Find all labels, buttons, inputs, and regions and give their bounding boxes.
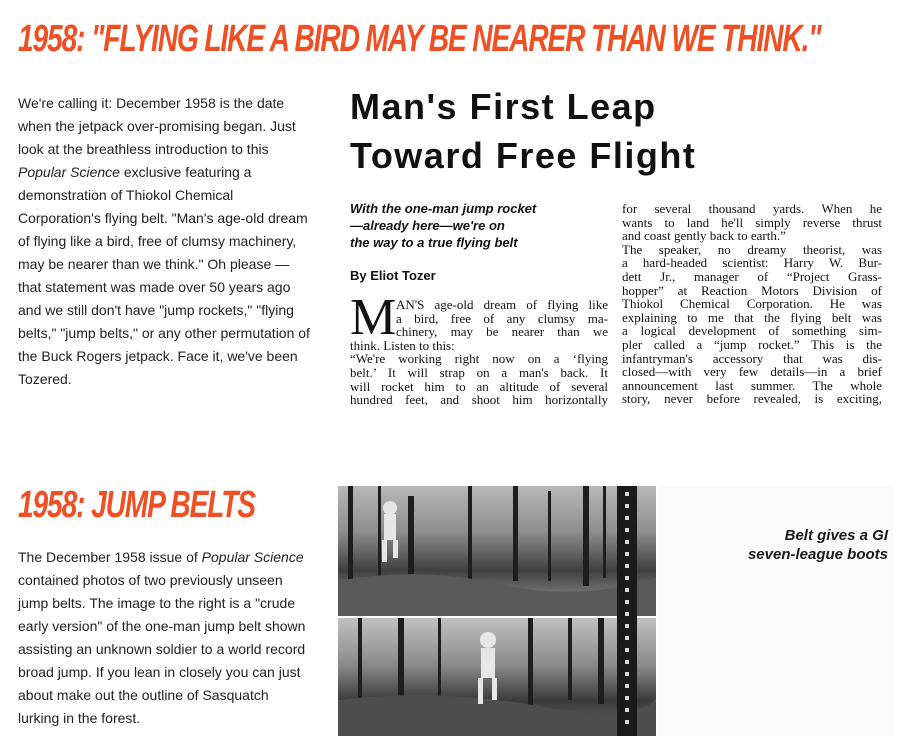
deck-line: —already here—we're on (350, 218, 505, 233)
paragraph-line: The December 1958 issue of Popular Science (18, 549, 304, 565)
forest-scene-bottom (338, 618, 656, 736)
paragraph-line: belts," "jump belts," or any other permutation of (18, 325, 310, 341)
column-line: infantryman's accessory that was dis- (622, 350, 882, 366)
photo-caption-panel (658, 486, 894, 736)
column-line: will rocket him to an altitude of several (350, 378, 608, 394)
article-title (350, 82, 696, 180)
deck-line: With the one-man jump rocket (350, 201, 537, 216)
paragraph-line: and we still don't have "jump rockets," "flying (18, 302, 294, 318)
column-line: belt.’ It will strap on a man's back. It (350, 364, 608, 380)
column-line: explaining to me that the flying belt was (622, 309, 882, 325)
paragraph-line: Corporation's flying belt. "Man's age-old dream (18, 210, 308, 226)
column-line: a bird, free of any clumsy ma- (396, 310, 608, 326)
column-line: dett Jr., manager of “Project Grass- (622, 268, 882, 284)
paragraph-line: broad jump. If you lean in closely you can just (18, 664, 301, 680)
section-heading-flying-like-a-bird: 1958: "FLYING LIKE A BIRD MAY BE NEARER THAN WE THINK." (18, 18, 821, 60)
column-line: wants to land he'll simply reverse thrust (622, 214, 882, 230)
article-title-line1: Man's First Leap (350, 86, 657, 127)
column-line: announcement last summer. The whole (622, 377, 882, 393)
column-line: and coast gently back to earth.” (622, 228, 786, 244)
column-line: Thiokol Chemical Corporation. He was (622, 296, 882, 312)
article-title-line2: Toward Free Flight (350, 135, 697, 176)
paragraph-line: about make out the outline of Sasquatch (18, 687, 269, 703)
photo-caption (688, 526, 888, 564)
photo-frame-bottom (338, 618, 656, 736)
paragraph-line: jump belts. The image to the right is a "crude (18, 595, 296, 611)
film-strip (617, 486, 637, 736)
column-line: a logical development of something sim- (622, 323, 882, 339)
section2-paragraph (18, 546, 328, 730)
article-byline: By Eliot Tozer (350, 268, 436, 283)
forest-scene-top (338, 486, 656, 616)
column-line: The speaker, no dreamy theorist, was (622, 241, 882, 257)
article-deck (350, 200, 536, 251)
column-line: think. Listen to this: (350, 337, 455, 353)
paragraph-line: contained photos of two previously unseen (18, 572, 283, 588)
column-line: hopper” at Reaction Motors Division of (622, 282, 882, 298)
column-line: pler called a “jump rocket.” This is the (622, 336, 882, 352)
section1-paragraph (18, 92, 328, 391)
paragraph-line: Tozered. (18, 371, 72, 387)
photo-frame-top (338, 486, 656, 616)
caption-line1: Belt gives a GI (784, 527, 888, 544)
jump-belt-photo (338, 486, 894, 736)
paragraph-line: that statement was made over 50 years ago (18, 279, 291, 295)
caption-line2: seven-league boots (747, 546, 888, 563)
paragraph-line: may be nearer than we think." Oh please — (18, 256, 290, 272)
column-line: a hard-headed scientist: Harry W. Bur- (622, 255, 882, 271)
paragraph-line: look at the breathless introduction to this (18, 141, 269, 157)
section-heading-jump-belts: 1958: JUMP BELTS (18, 484, 255, 526)
column-line: hundred feet, and shoot him horizontally (350, 392, 608, 408)
paragraph-line: the Buck Rogers jetpack. Face it, we've been (18, 348, 298, 364)
article-scan-image (348, 82, 883, 422)
column-line: closed—with very few details—in a brief (622, 364, 882, 380)
article-dropcap: M (350, 289, 397, 346)
paragraph-line: early version" of the one-man jump belt shown (18, 618, 306, 634)
article-column-2 (622, 202, 882, 406)
paragraph-line: when the jetpack over-promising began. Just (18, 118, 296, 134)
paragraph-line: Popular Science exclusive featuring a (18, 164, 252, 180)
column-line: for several thousand yards. When he (622, 201, 882, 216)
column-line: AN'S age-old dream of flying like (396, 297, 608, 312)
deck-line: the way to a true flying belt (350, 235, 518, 250)
paragraph-line: of flying like a bird, free of clumsy machinery, (18, 233, 297, 249)
column-line: story, never before revealed, is exciting, (622, 391, 882, 407)
article-column-1 (350, 289, 608, 408)
paragraph-line: We're calling it: December 1958 is the date (18, 95, 285, 111)
paragraph-line: lurking in the forest. (18, 710, 141, 726)
column-line: “We're working right now on a ‘flying (350, 351, 608, 367)
paragraph-line: assisting an unknown soldier to a world record (18, 641, 306, 657)
paragraph-line: demonstration of Thiokol Chemical (18, 187, 234, 203)
column-line: chinery, may be nearer than we (396, 324, 608, 340)
